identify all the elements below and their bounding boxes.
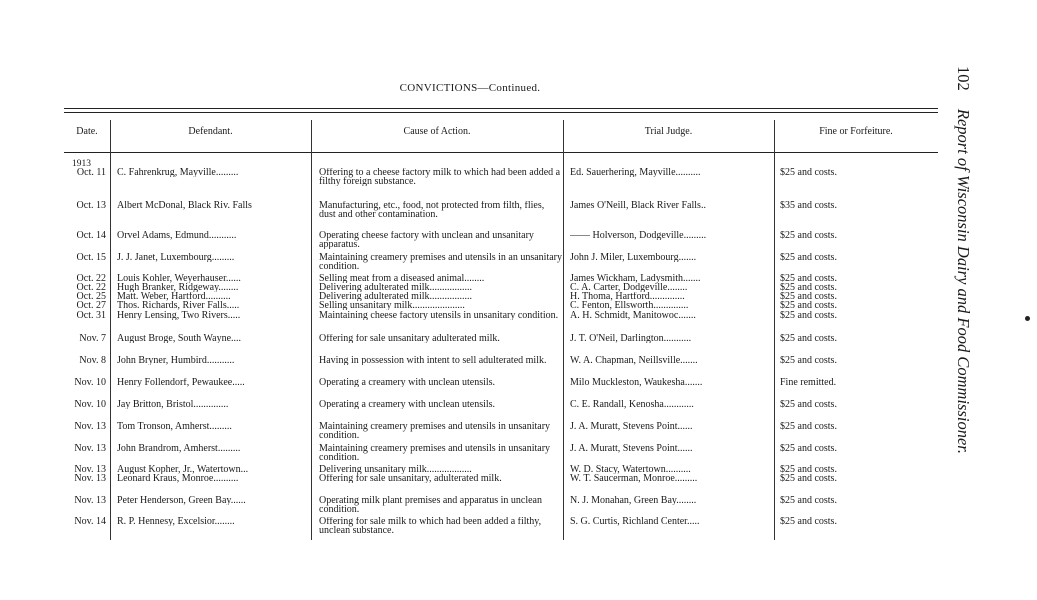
date-cell: Nov. 10 — [74, 400, 106, 409]
fine-cell: $25 and costs. — [780, 444, 837, 453]
date-cell: Nov. 7 — [79, 334, 106, 343]
judge-cell: Milo Muckleston, Waukesha....... — [570, 378, 703, 387]
cause-cell: Delivering adulterated milk................. — [319, 283, 473, 292]
date-cell: Oct. 22 — [76, 283, 106, 292]
fine-cell: Fine remitted. — [780, 378, 837, 387]
fine-cell: $25 and costs. — [780, 356, 837, 365]
cause-cell: Offering to a cheese factory milk to which had been added a filthy foreign substance. — [319, 168, 561, 186]
judge-cell: —— Holverson, Dodgeville......... — [570, 231, 707, 240]
page-title: CONVICTIONS—Continued. — [399, 82, 541, 94]
cause-cell: Offering for sale unsanitary, adulterated milk. — [319, 474, 502, 483]
defendant-cell: Henry Follendorf, Pewaukee..... — [117, 378, 245, 387]
defendant-cell: R. P. Hennesy, Excelsior........ — [117, 517, 235, 526]
judge-cell: W. A. Chapman, Neillsville....... — [570, 356, 698, 365]
date-cell: Oct. 27 — [76, 301, 106, 310]
judge-cell: W. D. Stacy, Watertown.......... — [570, 465, 691, 474]
date-cell: Oct. 13 — [76, 201, 106, 210]
fine-cell: $25 and costs. — [780, 301, 837, 310]
cause-cell: Operating a creamery with unclean utensils. — [319, 400, 496, 409]
defendant-cell: J. J. Janet, Luxembourg......... — [117, 253, 235, 262]
header-date: Date. — [76, 126, 98, 137]
fine-cell: $25 and costs. — [780, 334, 837, 343]
judge-cell: A. H. Schmidt, Manitowoc....... — [570, 311, 696, 320]
judge-cell: Ed. Sauerhering, Mayville.......... — [570, 168, 701, 177]
defendant-cell: Thos. Richards, River Falls..... — [117, 301, 240, 310]
cause-cell: Offering for sale unsanitary adulterated milk. — [319, 334, 500, 343]
cause-cell: Maintaining creamery premises and utensils in unsanitary condition. — [319, 444, 551, 462]
defendant-cell: Albert McDonal, Black Riv. Falls — [117, 201, 252, 210]
fine-cell: $25 and costs. — [780, 292, 837, 301]
cause-cell: Delivering adulterated milk................. — [319, 292, 473, 301]
fine-cell: $25 and costs. — [780, 465, 837, 474]
cause-cell: Selling unsanitary milk..................... — [319, 301, 465, 310]
judge-cell: S. G. Curtis, Richland Center..... — [570, 517, 700, 526]
cause-cell: Having in possession with intent to sell adulterated milk. — [319, 356, 547, 365]
date-cell: Nov. 13 — [74, 422, 106, 431]
fine-cell: $35 and costs. — [780, 201, 837, 210]
date-cell: Nov. 10 — [74, 378, 106, 387]
fine-cell: $25 and costs. — [780, 422, 837, 431]
header-defendant: Defendant. — [188, 126, 233, 137]
defendant-cell: John Brandrom, Amherst......... — [117, 444, 241, 453]
cause-cell: Operating milk plant premises and apparatus in unclean condition. — [319, 496, 542, 514]
judge-cell: J. A. Muratt, Stevens Point...... — [570, 444, 693, 453]
fine-cell: $25 and costs. — [780, 274, 837, 283]
top-rule — [64, 108, 938, 109]
defendant-cell: John Bryner, Humbird........... — [117, 356, 235, 365]
judge-cell: C. E. Randall, Kenosha............ — [570, 400, 694, 409]
column-divider — [110, 120, 111, 540]
judge-cell: J. A. Muratt, Stevens Point...... — [570, 422, 693, 431]
fine-cell: $25 and costs. — [780, 400, 837, 409]
date-cell: Oct. 14 — [76, 231, 106, 240]
judge-cell: W. T. Saucerman, Monroe......... — [570, 474, 698, 483]
defendant-cell: August Broge, South Wayne.... — [117, 334, 242, 343]
page-number: 102 — [954, 66, 973, 91]
judge-cell: H. Thoma, Hartford.............. — [570, 292, 685, 301]
header-fine: Fine or Forfeiture. — [819, 126, 893, 137]
fine-cell: $25 and costs. — [780, 168, 837, 177]
date-cell: Oct. 15 — [76, 253, 106, 262]
running-head — [949, 66, 977, 566]
date-cell: Oct. 11 — [76, 168, 106, 177]
defendant-cell: Matt. Weber, Hartford.......... — [117, 292, 231, 301]
date-cell: Nov. 14 — [74, 517, 106, 526]
header-cause: Cause of Action. — [403, 126, 471, 137]
defendant-cell: Jay Britton, Bristol.............. — [117, 400, 229, 409]
defendant-cell: Hugh Branker, Ridgeway........ — [117, 283, 239, 292]
fine-cell: $25 and costs. — [780, 231, 837, 240]
judge-cell: C. Fenton, Ellsworth.............. — [570, 301, 689, 310]
cause-cell: Maintaining creamery premises and utensils in unsanitary condition. — [319, 422, 551, 440]
top-rule-inner — [64, 112, 938, 113]
date-cell: Oct. 22 — [76, 274, 106, 283]
date-cell: Nov. 13 — [74, 444, 106, 453]
header-judge: Trial Judge. — [644, 126, 693, 137]
cause-cell: Offering for sale milk to which had been added a filthy, unclean substance. — [319, 517, 542, 535]
judge-cell: John J. Miler, Luxembourg....... — [570, 253, 697, 262]
fine-cell: $25 and costs. — [780, 474, 837, 483]
margin-mark — [1025, 316, 1030, 321]
defendant-cell: Peter Henderson, Green Bay...... — [117, 496, 246, 505]
column-divider — [774, 120, 775, 540]
fine-cell: $25 and costs. — [780, 517, 837, 526]
cause-cell: Delivering unsanitary milk.................. — [319, 465, 472, 474]
defendant-cell: Henry Lensing, Two Rivers..... — [117, 311, 241, 320]
date-cell: Oct. 31 — [76, 311, 106, 320]
cause-cell: Operating cheese factory with unclean and unsanitary apparatus. — [319, 231, 534, 249]
defendant-cell: Leonard Kraus, Monroe.......... — [117, 474, 239, 483]
cause-cell: Selling meat from a diseased animal........ — [319, 274, 485, 283]
defendant-cell: August Kopher, Jr., Watertown... — [117, 465, 249, 474]
judge-cell: James Wickham, Ladysmith....... — [570, 274, 701, 283]
fine-cell: $25 and costs. — [780, 496, 837, 505]
defendant-cell: Louis Kohler, Weyerhauser...... — [117, 274, 241, 283]
fine-cell: $25 and costs. — [780, 311, 837, 320]
judge-cell: N. J. Monahan, Green Bay........ — [570, 496, 697, 505]
cause-cell: Manufacturing, etc., food, not protected from filth, flies, dust and other contamination. — [319, 201, 545, 219]
date-cell: Nov. 13 — [74, 496, 106, 505]
column-divider — [563, 120, 564, 540]
date-cell: Nov. 13 — [74, 474, 106, 483]
fine-cell: $25 and costs. — [780, 253, 837, 262]
judge-cell: C. A. Carter, Dodgeville........ — [570, 283, 688, 292]
year-label: 1913 — [72, 159, 91, 169]
cause-cell: Maintaining cheese factory utensils in unsanitary condition. — [319, 311, 559, 320]
convictions-table — [64, 118, 938, 540]
defendant-cell: C. Fahrenkrug, Mayville......... — [117, 168, 239, 177]
cause-cell: Operating a creamery with unclean utensils. — [319, 378, 496, 387]
fine-cell: $25 and costs. — [780, 283, 837, 292]
judge-cell: J. T. O'Neil, Darlington........... — [570, 334, 692, 343]
running-head-text: Report of Wisconsin Dairy and Food Commissioner. — [954, 108, 973, 454]
date-cell: Oct. 25 — [76, 292, 106, 301]
column-divider — [311, 120, 312, 540]
defendant-cell: Orvel Adams, Edmund........... — [117, 231, 237, 240]
date-cell: Nov. 13 — [74, 465, 106, 474]
defendant-cell: Tom Tronson, Amherst......... — [117, 422, 232, 431]
date-cell: Nov. 8 — [79, 356, 106, 365]
cause-cell: Maintaining creamery premises and utensils in an unsanitary condition. — [319, 253, 562, 271]
judge-cell: James O'Neill, Black River Falls.. — [570, 201, 706, 210]
